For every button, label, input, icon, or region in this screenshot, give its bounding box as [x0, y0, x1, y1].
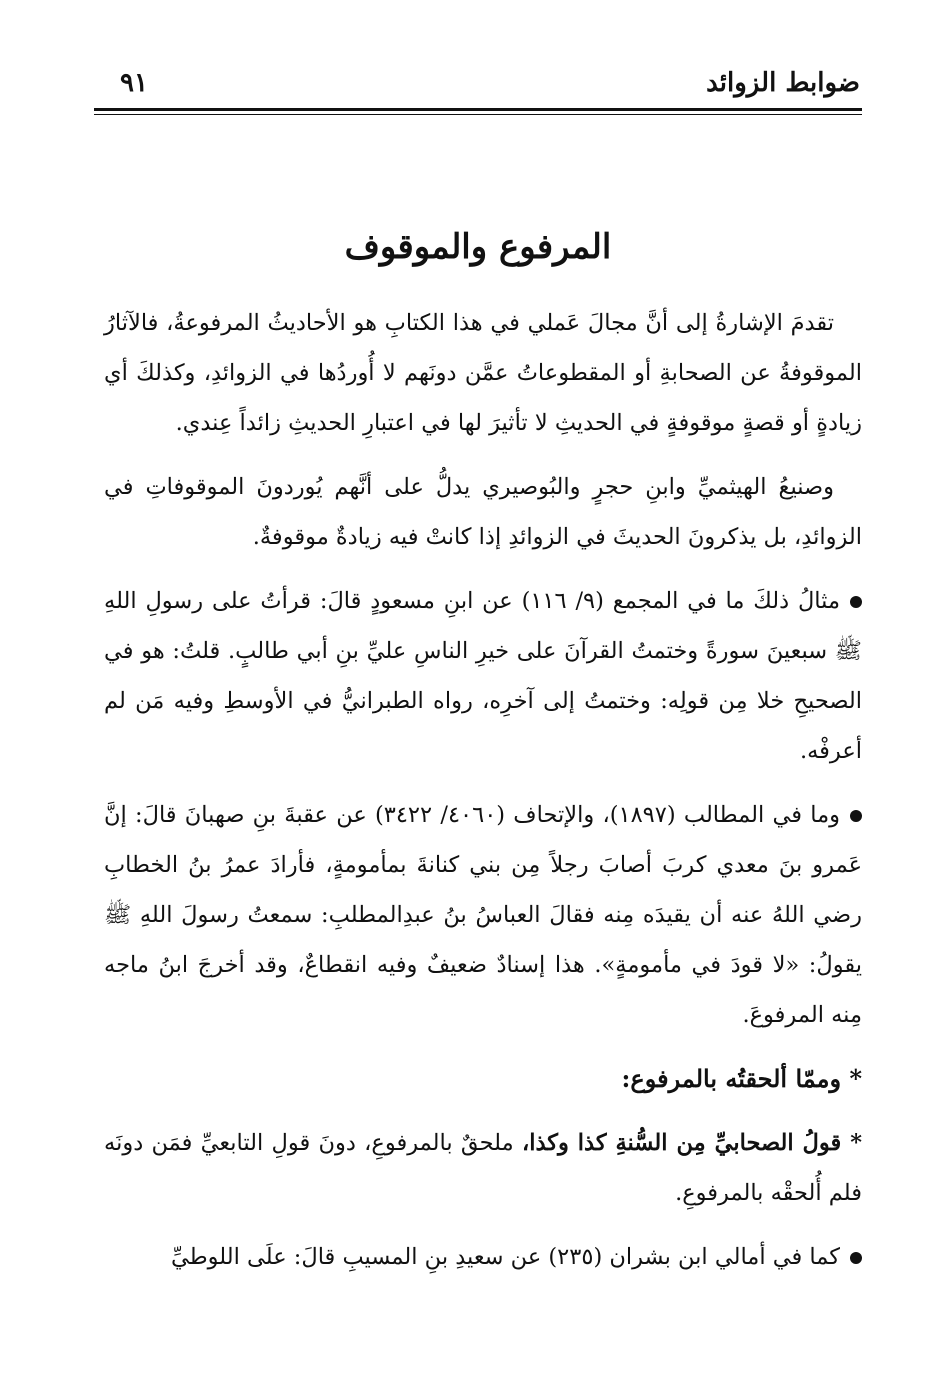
bullet-dot-icon	[850, 1252, 862, 1264]
companion-saying-rest: ملحقٌ بالمرفوعِ، دونَ قولِ التابعيِّ فمَن دونَه فلم أُلحقْه بالمرفوعِ.	[104, 1130, 862, 1206]
companion-saying-bold: * قولُ الصحابيِّ مِن السُّنةِ كذا وكذا،	[521, 1130, 862, 1156]
bullet-dot-icon	[850, 810, 862, 822]
subheading-appended: * وممّا ألحقتُه بالمرفوع:	[621, 1064, 862, 1093]
section-title: المرفوع والموقوف	[344, 227, 612, 267]
page-number: ٩١	[120, 68, 148, 98]
bullet-dot-icon	[850, 596, 862, 608]
body-text	[104, 298, 862, 1296]
bullet-example-3-text: كما في أمالي ابن بشران (٢٣٥) عن سعيدِ بنِ المسيبِ قالَ: علَى اللوطيِّ	[171, 1244, 840, 1270]
bullet-example-1-text: مثالُ ذلكَ ما في المجمع (٩/ ١١٦) عن ابنِ مسعودٍ قالَ: قرأتُ على رسولِ اللهِ ﷺ سبعينَ سورةً وختمتُ القرآنَ على خيرِ الناسِ عليِّ بنِ أبي طالبٍ. قلتُ: هو في الصحيحِ خلا مِن قولِه: وختمتُ إلى آخرِه، رواه الطبرانيُّ في الأوسطِ وفيه مَن لم أعرفْه.	[104, 588, 862, 764]
bullet-example-2	[104, 790, 862, 1040]
header-rule	[94, 108, 862, 111]
bullet-example-3	[104, 1232, 862, 1282]
running-title: ضوابط الزوائد	[706, 68, 860, 98]
bullet-example-1	[104, 576, 862, 776]
paragraph-intro: تقدمَ الإشارةُ إلى أنَّ مجالَ عَملي في هذا الكتابِ هو الأحاديثُ المرفوعةُ، فالآثارُ الموقوفةُ عن الصحابةِ أو المقطوعاتُ عمَّن دونَهم لا أُوردُها في الزوائدِ، وكذلكَ أي زيادةٍ أو قصةٍ موقوفةٍ في الحديثِ لا تأثيرَ لها في اعتبارِ الحديثِ زائداً عِندي.	[104, 310, 862, 436]
header-rule-thin	[94, 114, 862, 115]
paragraph-companion-saying	[104, 1118, 862, 1218]
paragraph-practice: وصنيعُ الهيثميِّ وابنِ حجرٍ والبُوصيري يدلُّ على أنَّهم يُوردونَ الموقوفاتِ في الزوائدِ، بل يذكرونَ الحديثَ في الزوائدِ إذا كانتْ فيه زيادةٌ موقوفةٌ.	[104, 474, 862, 550]
bullet-example-2-text: وما في المطالب (١٨٩٧)، والإتحاف (٤٠٦٠/ ٣٤٢٢) عن عقبةَ بنِ صهبانَ قالَ: إنَّ عَمرو بنَ معدي كربَ أصابَ رجلاً مِن بني كنانةَ بمأمومةٍ، فأرادَ عمرُ بنُ الخطابِ رضي اللهُ عنه أن يقيدَه مِنه فقالَ العباسُ بنُ عبدِالمطلبِ: سمعتُ رسولَ اللهِ ﷺ يقولُ: «لا قودَ في مأمومةٍ». هذا إسنادٌ ضعيفٌ وفيه انقطاعٌ، وقد أخرجَ ابنُ ماجه مِنه المرفوعَ.	[104, 802, 862, 1028]
